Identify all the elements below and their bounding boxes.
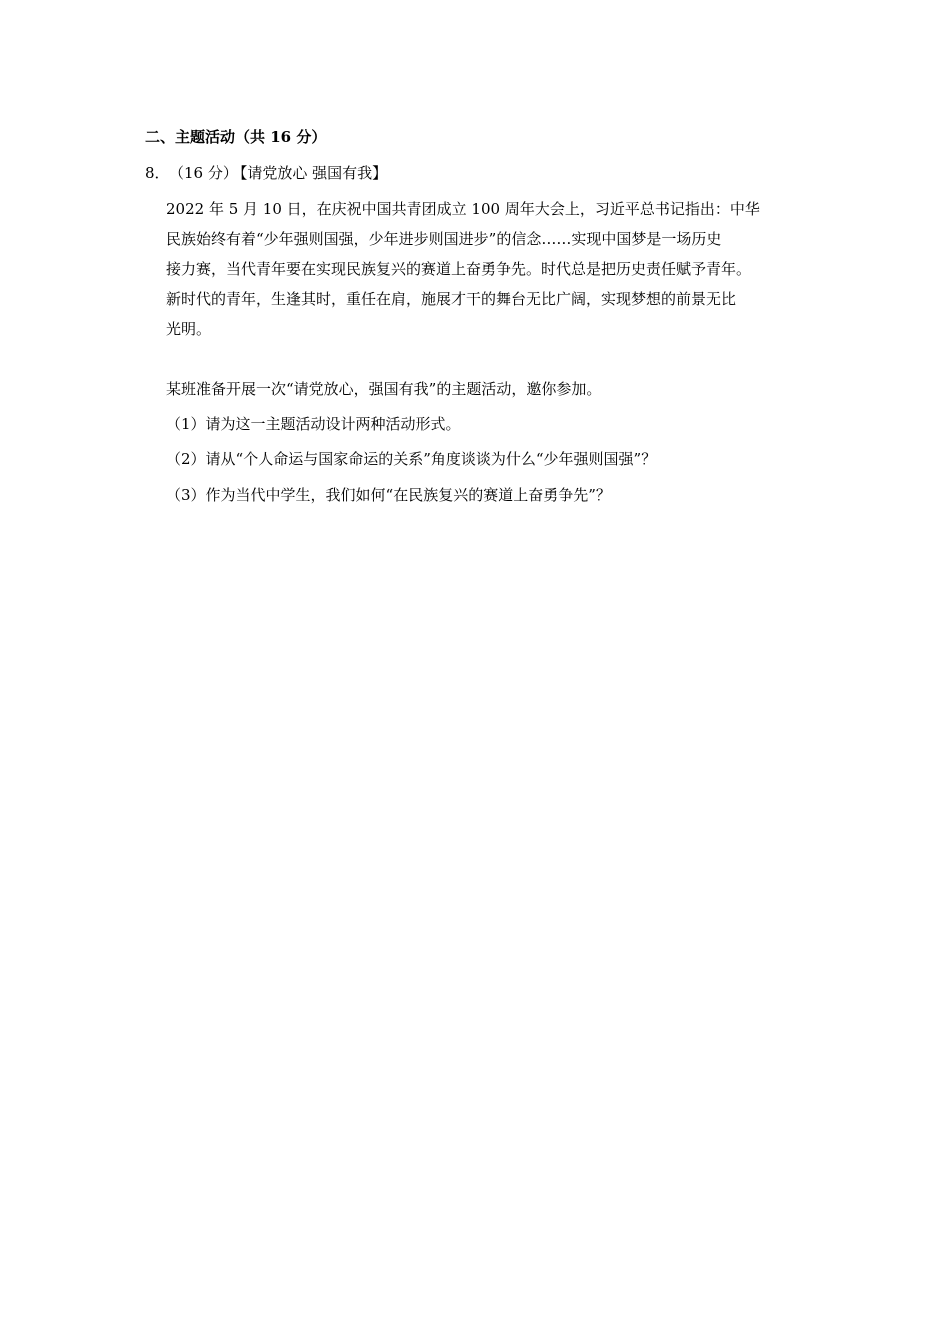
passage-line: 2022 年 5 月 10 日，在庆祝中国共青团成立 100 周年大会上，习近平总书记指出：中华: [166, 200, 760, 218]
passage-line: 民族始终有着“少年强则国强，少年进步则国进步”的信念……实现中国梦是一场历史: [166, 230, 722, 248]
activity-intro: 某班准备开展一次“请党放心，强国有我”的主题活动，邀你参加。: [166, 380, 602, 398]
passage-line: 光明。: [166, 320, 212, 338]
sub-question-2: （2）请从“个人命运与国家命运的关系”角度谈谈为什么“少年强则国强”？: [166, 450, 657, 468]
sub-question-3: （3）作为当代中学生，我们如何“在民族复兴的赛道上奋勇争先”？: [166, 486, 611, 504]
passage-line: 新时代的青年，生逢其时，重任在肩，施展才干的舞台无比广阔，实现梦想的前景无比: [166, 290, 737, 308]
question-number: 8．: [145, 164, 170, 182]
question-header: [145, 162, 387, 184]
passage: [166, 194, 816, 344]
question-score: （16 分）: [169, 164, 238, 182]
section-heading: 二、主题活动（共 16 分）: [145, 128, 327, 146]
passage-line: 接力赛，当代青年要在实现民族复兴的赛道上奋勇争先。时代总是把历史责任赋予青年。: [166, 260, 752, 278]
question-title: 【请党放心 强国有我】: [239, 164, 388, 182]
sub-question-1: （1）请为这一主题活动设计两种活动形式。: [166, 415, 461, 433]
